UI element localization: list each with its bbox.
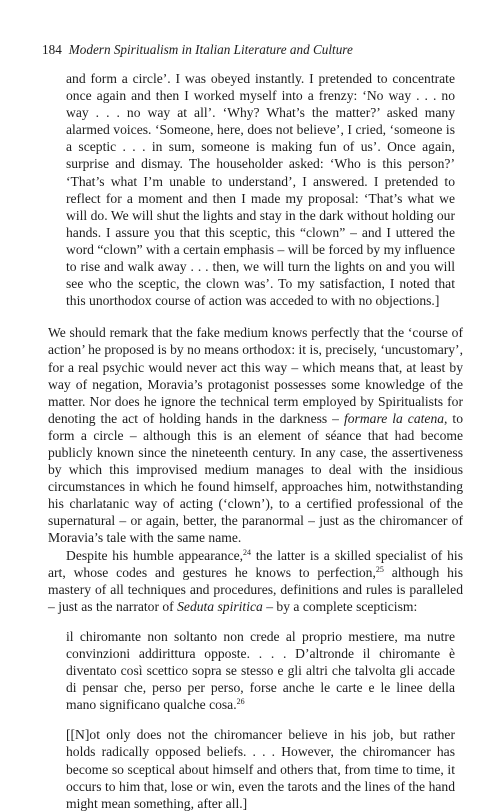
- page-number: 184: [42, 42, 62, 57]
- footnote-ref-24: 24: [243, 547, 252, 557]
- page-body: [48, 70, 463, 812]
- block-quote-translation-2: [[N]ot only does not the chiromancer believe in his job, but rather holds radically opposed beliefs. . . . However, the chiromancer has become so sceptical about himself and others that, from time to time, it occurs to him that, lose or win, even the tarots and the lines of the hand might mean something, after all.]: [66, 727, 455, 811]
- block-quote-italian: il chiromante non soltanto non crede al proprio mestiere, ma nutre convinzioni addirittura opposte. . . . D’altronde il chiromante è diventato così scettico sopra se stesso e gli altri che talvolta gli accade di pensar che, perso per perso, forse anche le carte e le linee della mano significano qualche cosa.$^{26}$: [66, 628, 455, 713]
- block-quote-translation-1: and form a circle’. I was obeyed instantly. I pretended to concentrate once again and then I worked myself into a frenzy: ‘No way . . . no way . . . no way at all’. ‘Why? What’s the matter?’ asked many alarmed voices. ‘Someone, here, does not believe’, I cried, ‘someone is a sceptic . . . in sum, someone is making fun of us’. Once again, surprise and dismay. The householder asked: ‘Who is this person?’ ‘That’s what I’m unable to understand’, I answered. I pretended to reflect for a moment and then I made my proposal: ‘That’s what we will do. We will shut the lights and stay in the dark without holding our hands. I assure you that this sceptic, this “clown” – and I uttered the word “clown” with a certain emphasis – will be forced by my influence to rise and walk away . . . then, we will turn the lights on and you will see who the sceptic, the clown was’. To my satisfaction, I noted that this unorthodox course of action was acceded to with no objections.]: [66, 71, 455, 309]
- footnote-ref-26: 26: [236, 697, 245, 707]
- running-title: Modern Spiritualism in Italian Literature and Culture: [68, 42, 353, 57]
- italic-title: Seduta spiritica: [177, 598, 263, 614]
- italic-term: formare la catena: [343, 410, 445, 426]
- footnote-ref-25: 25: [375, 564, 384, 574]
- body-paragraph: Despite his humble appearance,$^{24}$ the latter is a skilled specialist of his art, whose codes and gestures he knows to perfection,$^{25}$ although his mastery of all techniques and procedures, definitions and rules is paralleled – just as the narrator of Seduta spiritica – by a complete scepticism:: [48, 547, 463, 614]
- running-header: [42, 42, 353, 58]
- body-paragraph: We should remark that the fake medium knows perfectly that the ‘course of action’ he proposed is by no means orthodox: it is, precisely, ‘uncustomary’, for a real psychic would never act this way – which means that, at least by way of negation, Moravia’s protagonist possesses some knowledge of the matter. Nor does he ignore the technical term employed by Spiritualists for denoting the act of holding hands in the darkness – formare la catena, to form a circle – although this is an element of séance that had become publicly known since the nineteenth century. In any case, the assertiveness by which this improvised medium manages to deal with the insidious circumstances in which he found himself, approaches him, notwithstanding his charlatanic way of acting (‘clown’), to a certified professional of the supernatural – or again, better, the paranormal – just as the chiromancer of Moravia’s tale with the same name.: [48, 325, 464, 546]
